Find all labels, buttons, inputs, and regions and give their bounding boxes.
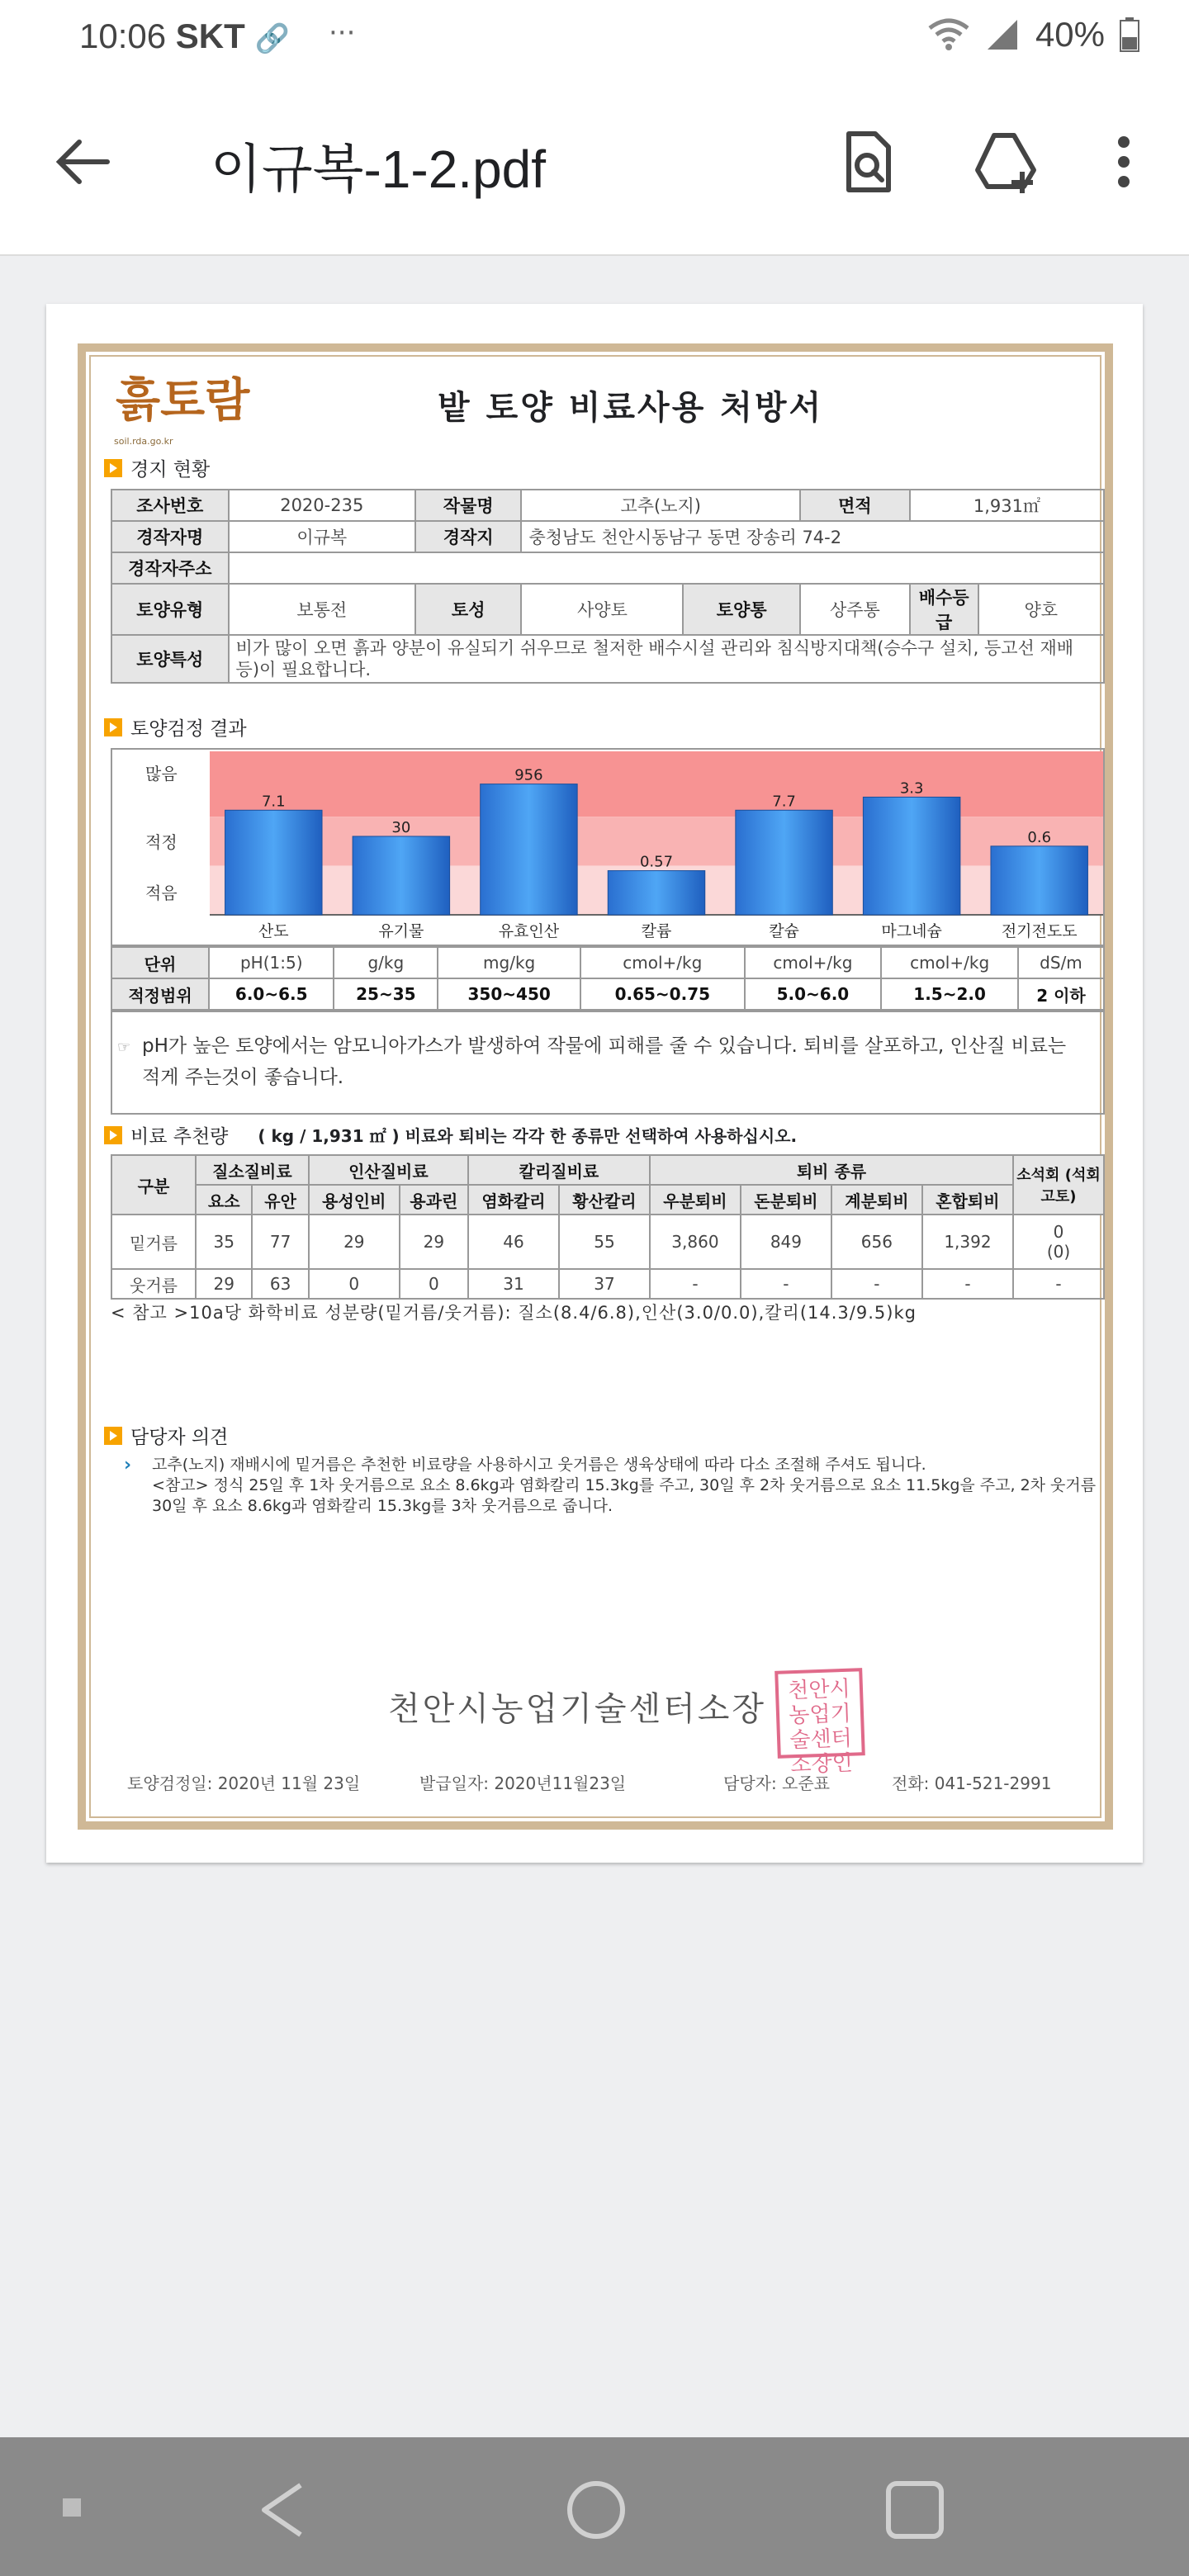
range-cell: 350~450 (438, 978, 580, 1010)
fertilizer-value: 29 (196, 1269, 252, 1299)
fertilizer-column-header: 우분퇴비 (650, 1185, 741, 1215)
wifi-icon (928, 18, 969, 51)
unit-cell: pH(1:5) (209, 947, 334, 978)
label-texture: 토성 (415, 584, 521, 635)
label-k-fertilizer: 칼리질비료 (468, 1155, 650, 1185)
document-title: 이규복-1-2.pdf (211, 140, 547, 199)
fertilizer-value: 849 (741, 1215, 831, 1269)
fertilizer-column-header: 돈분퇴비 (741, 1185, 831, 1215)
section-fertilizer (104, 1121, 797, 1148)
fertilizer-column-header: 혼합퇴비 (922, 1185, 1013, 1215)
lime-amount: 0 (1053, 1222, 1064, 1242)
fertilizer-column-header: 계분퇴비 (831, 1185, 922, 1215)
range-cell: 6.0~6.5 (209, 978, 334, 1010)
category-label: 유기물 (378, 922, 424, 940)
fertilizer-value: 3,860 (650, 1215, 741, 1269)
unit-cell: mg/kg (438, 947, 580, 978)
bar-value-label: 0.6 (1027, 828, 1052, 846)
fertilizer-column-header: 염화칼리 (468, 1185, 559, 1215)
fertilizer-column-header: 요소 (196, 1185, 252, 1215)
lime-amount-alt: (0) (1046, 1242, 1071, 1262)
fertilizer-value: 29 (400, 1215, 468, 1269)
more-notifications-icon: ··· (329, 17, 356, 50)
label-survey-no: 조사번호 (111, 490, 229, 521)
section-label: 토양검정 결과 (130, 718, 247, 740)
bar-전기전도도 (991, 846, 1087, 915)
navigation-bar (0, 2437, 1189, 2576)
crop: 고추(노지) (521, 490, 800, 521)
level-band (210, 751, 1103, 817)
unit-cell: dS/m (1018, 947, 1104, 978)
official-stamp: 천안시농업기술센터소장인 (775, 1668, 865, 1759)
status-bar (0, 0, 1189, 79)
survey-no: 2020-235 (229, 490, 415, 521)
unit-cell: cmol+/kg (881, 947, 1018, 978)
section-label: 비료 추천량 (130, 1126, 229, 1148)
opinion-text (124, 1455, 1098, 1517)
section-soil-test (104, 713, 247, 741)
area: 1,931㎡ (910, 490, 1104, 521)
drainage: 양호 (978, 584, 1104, 635)
lime-value (1013, 1215, 1104, 1269)
range-cell: 1.5~2.0 (881, 978, 1018, 1010)
chevron-right-icon: › (124, 1455, 132, 1475)
bar-산도 (225, 810, 322, 915)
fertilizer-value: 46 (468, 1215, 559, 1269)
category-label: 칼륨 (641, 922, 672, 940)
category-label: 칼슘 (769, 922, 799, 940)
fertilizer-value: 0 (309, 1269, 400, 1299)
texture: 사양토 (521, 584, 683, 635)
bar-value-label: 7.1 (261, 793, 286, 811)
label-farm-location: 경작지 (415, 521, 521, 552)
fertilizer-column-header: 용성인비 (309, 1185, 400, 1215)
fertilizer-value: - (741, 1269, 831, 1299)
app-bar (0, 79, 1189, 256)
battery-percent: 40% (1035, 15, 1105, 54)
fertilizer-value: 37 (559, 1269, 650, 1299)
bar-value-label: 956 (514, 766, 543, 784)
bar-칼슘 (736, 810, 832, 915)
category-label: 전기전도도 (1001, 922, 1078, 940)
fertilizer-note: ( kg / 1,931 ㎡ ) 비료와 퇴비는 각각 한 종류만 선택하여 사용하십시오. (258, 1126, 798, 1146)
section-opinion (104, 1422, 228, 1449)
fertilizer-value: 77 (252, 1215, 308, 1269)
recents-nav-icon[interactable] (883, 2479, 946, 2541)
soil-test-note-text: pH가 높은 토양에서는 암모니아가스가 발생하여 작물에 피해를 줄 수 있습니다. 퇴비를 살포하고, 인산질 비료는 적게 주는것이 좋습니다. (142, 1035, 1067, 1088)
soil-test-chart (111, 748, 1105, 946)
fertilizer-table (111, 1154, 1105, 1300)
fertilizer-value: 55 (559, 1215, 650, 1269)
label-lime: 소석회 (석회고토) (1013, 1155, 1104, 1215)
logo-text: 흙토람 (116, 374, 250, 428)
fertilizer-value: 31 (468, 1269, 559, 1299)
category-label: 산도 (258, 922, 289, 940)
label-category: 구분 (111, 1155, 196, 1215)
fertilizer-row-label: 밑거름 (111, 1215, 196, 1269)
category-label: 마그네슘 (881, 922, 942, 940)
status-time (79, 17, 290, 56)
label-compost: 퇴비 종류 (650, 1155, 1013, 1185)
footer-person: 담당자: 오준표 (723, 1773, 831, 1793)
farm-info-table (111, 489, 1105, 684)
range-cell: 2 이하 (1018, 978, 1104, 1010)
logo-heuktoram (106, 368, 250, 451)
label-farmer: 경작자명 (111, 521, 229, 552)
back-arrow-icon[interactable] (50, 129, 116, 195)
footer-phone: 전화: 041-521-2991 (892, 1773, 1052, 1793)
section-bullet-icon (104, 1126, 122, 1144)
range-cell: 25~35 (334, 978, 438, 1010)
soil-test-note (111, 1011, 1105, 1115)
unit-cell: cmol+/kg (580, 947, 745, 978)
soil-characteristics: 비가 많이 오면 흙과 양분이 유실되기 쉬우므로 철저한 배수시설 관리와 침식방지대책(승수구 설치, 등고선 재배등)이 필요합니다. (229, 635, 1104, 683)
unit-cell: g/kg (334, 947, 438, 978)
document-frame (78, 343, 1113, 1830)
menu-dot-icon[interactable] (63, 2498, 81, 2517)
farmer: 이규복 (229, 521, 415, 552)
fertilizer-value: - (922, 1269, 1013, 1299)
reference-note: < 참고 >10a당 화학비료 성분량(밑거름/웃거름): 질소(8.4/6.8),인산(3.0/0.0),칼리(14.3/9.5)kg (111, 1303, 917, 1323)
back-nav-icon[interactable] (253, 2479, 315, 2541)
farmer-address (229, 552, 1104, 584)
range-cell: 0.65~0.75 (580, 978, 745, 1010)
label-crop: 작물명 (415, 490, 521, 521)
add-to-drive-icon[interactable] (971, 127, 1040, 197)
bar-칼륨 (608, 871, 704, 915)
fertilizer-value: - (650, 1269, 741, 1299)
level-label: 많음 (145, 764, 178, 784)
label-soil-characteristics: 토양특성 (111, 635, 229, 683)
category-label: 유효인산 (498, 922, 560, 940)
signature: 천안시농업기술센터소장 (388, 1690, 767, 1728)
pdf-page[interactable] (46, 304, 1143, 1863)
carrier-name: SKT (175, 17, 245, 55)
range-cell: 5.0~6.0 (745, 978, 882, 1010)
bar-value-label: 3.3 (899, 779, 924, 798)
fertilizer-value: - (831, 1269, 922, 1299)
bar-유효인산 (481, 784, 577, 915)
label-unit: 단위 (111, 947, 209, 978)
fertilizer-value: 29 (309, 1215, 400, 1269)
opinion-paragraph-1: 고추(노지) 재배시에 밑거름은 추천한 비료량을 사용하시고 웃거름은 생육상태에 따라 다소 조절해 주셔도 됩니다. (152, 1456, 926, 1474)
label-soil-group: 토양통 (683, 584, 800, 635)
lime-value (1013, 1269, 1104, 1299)
label-optimal-range: 적정범위 (111, 978, 209, 1010)
label-farmer-address: 경작자주소 (111, 552, 229, 584)
label-drainage: 배수등급 (910, 584, 978, 635)
fertilizer-value: 35 (196, 1215, 252, 1269)
unit-cell: cmol+/kg (745, 947, 882, 978)
section-farm-status (104, 454, 210, 481)
opinion-paragraph-2: <참고> 정식 25일 후 1차 웃거름으로 요소 8.6kg과 염화칼리 15.3kg를 주고, 30일 후 2차 웃거름으로 요소 11.5kg을 주고, 2차 웃거름 30일 후 요소 8.6kg과 염화칼리 15.3kg를 3차 웃거름으로 줍니다. (152, 1476, 1097, 1515)
level-label: 적정 (145, 831, 178, 852)
page-title: 밭 토양 비료사용 처방서 (438, 389, 824, 427)
label-soil-type: 토양유형 (111, 584, 229, 635)
label-n-fertilizer: 질소질비료 (196, 1155, 309, 1185)
level-label: 적음 (145, 883, 178, 903)
link-icon: 🔗 (254, 23, 290, 54)
fertilizer-value: 0 (400, 1269, 468, 1299)
bar-value-label: 7.7 (772, 793, 796, 811)
soil-units-table (111, 946, 1105, 1011)
search-document-icon[interactable] (832, 127, 902, 197)
bar-value-label: 0.57 (639, 853, 674, 871)
fertilizer-row-label: 웃거름 (111, 1269, 196, 1299)
section-label: 경지 현황 (130, 459, 211, 481)
soil-group: 상주통 (800, 584, 910, 635)
section-bullet-icon (104, 459, 122, 477)
fertilizer-value: 1,392 (922, 1215, 1013, 1269)
section-bullet-icon (104, 718, 122, 736)
bar-마그네슘 (863, 797, 959, 915)
section-label: 담당자 의견 (130, 1427, 229, 1448)
fertilizer-value: 63 (252, 1269, 308, 1299)
fertilizer-column-header: 황산칼리 (559, 1185, 650, 1215)
soil-type: 보통전 (229, 584, 415, 635)
fertilizer-column-header: 유안 (252, 1185, 308, 1215)
section-bullet-icon (104, 1427, 122, 1445)
signal-icon (984, 18, 1021, 51)
label-p-fertilizer: 인산질비료 (309, 1155, 468, 1185)
fertilizer-value: 656 (831, 1215, 922, 1269)
home-nav-icon[interactable] (565, 2479, 628, 2541)
logo-url: soil.rda.go.kr (114, 436, 173, 447)
lime-amount: - (1055, 1274, 1062, 1294)
clock: 10:06 (79, 17, 167, 55)
footer-issue-date: 발급일자: 2020년11월23일 (419, 1773, 627, 1793)
more-options-icon[interactable] (1093, 127, 1154, 197)
farm-location: 충청남도 천안시동남구 동면 장송리 74-2 (521, 521, 1104, 552)
label-area: 면적 (800, 490, 910, 521)
bar-value-label: 30 (391, 818, 411, 836)
fertilizer-column-header: 용과린 (400, 1185, 468, 1215)
battery-icon (1120, 17, 1139, 52)
bar-유기물 (353, 836, 449, 915)
footer-test-date: 토양검정일: 2020년 11월 23일 (127, 1773, 361, 1793)
pointing-hand-icon: ☞ (117, 1039, 131, 1056)
